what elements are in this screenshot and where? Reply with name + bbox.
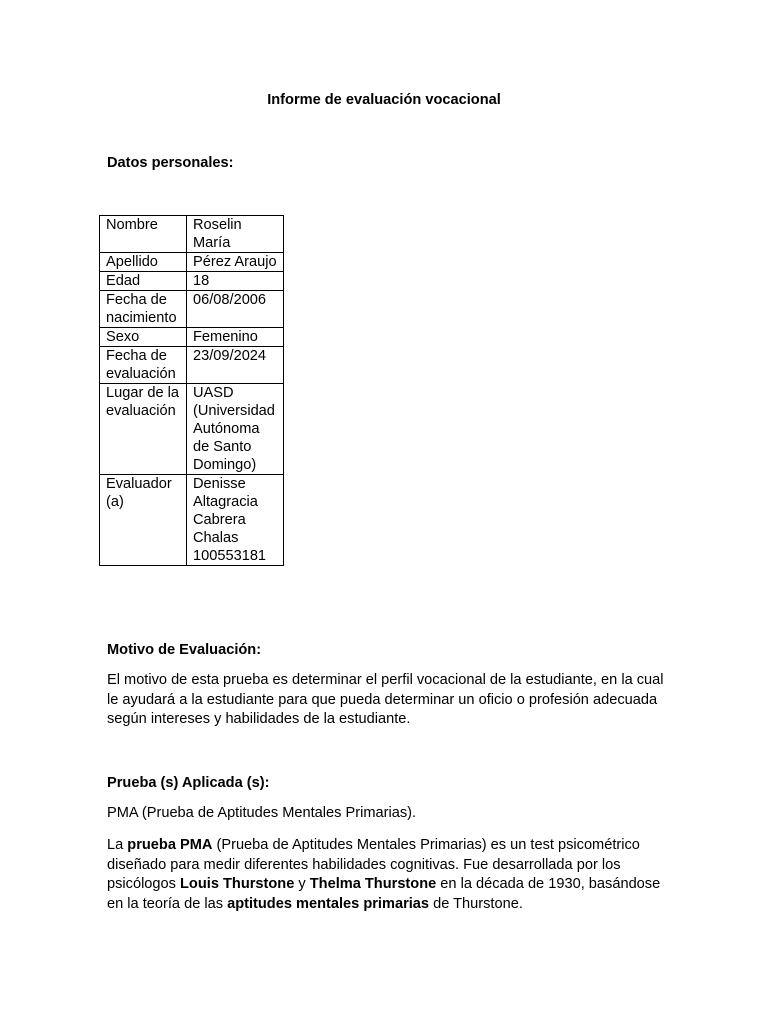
table-value: Femenino (187, 328, 284, 347)
table-row (100, 272, 284, 291)
datos-personales-heading: Datos personales: (107, 155, 234, 171)
table-label: Apellido (100, 253, 187, 272)
table-row (100, 291, 284, 328)
table-row (100, 216, 284, 253)
bold-term: prueba PMA (127, 837, 213, 853)
prueba-description: La prueba PMA (Prueba de Aptitudes Mentales Primarias) es un test psicométrico diseñado para medir diferentes habilidades cognitivas. Fue desarrollada por los psicólogos Louis Thurstone y Thelma Thurstone en la década de 1930, basándose en la teoría de las aptitudes mentales primarias de Thurstone. (107, 837, 661, 912)
bold-term: Louis Thurstone (180, 876, 295, 893)
table-label: Fecha de nacimiento (100, 291, 187, 328)
report-title: Informe de evaluación vocacional (267, 92, 501, 108)
bold-term: aptitudes mentales primarias (227, 895, 430, 912)
table-label: Fecha de evaluación (100, 347, 187, 384)
personal-data-table (99, 215, 284, 566)
bold-term: Thelma Thurstone (309, 876, 437, 893)
table-row (100, 384, 284, 475)
table-label: Sexo (100, 328, 187, 347)
table-value: UASD (Universidad Autónoma de Santo Domingo) (187, 384, 284, 475)
table-row (100, 347, 284, 384)
table-value: Roselin María (187, 216, 284, 253)
motivo-heading: Motivo de Evaluación: (107, 642, 262, 658)
table-row (100, 475, 284, 566)
table-value: 06/08/2006 (187, 291, 284, 328)
table-label: Nombre (100, 216, 187, 253)
table-label: Edad (100, 272, 187, 291)
motivo-paragraph: El motivo de esta prueba es determinar el perfil vocacional de la estudiante, en la cual le ayudará a la estudiante para que pueda determinar un oficio o profesión adecuada según intereses y habilidades de la estudiante. (107, 672, 664, 728)
table-row (100, 253, 284, 272)
table-value: Pérez Araujo (187, 253, 284, 272)
table-label: Evaluador (a) (100, 475, 187, 566)
table-value: Denisse Altagracia Cabrera Chalas 100553181 (187, 475, 284, 566)
table-label: Lugar de la evaluación (100, 384, 187, 475)
table-value: 18 (187, 272, 284, 291)
prueba-heading: Prueba (s) Aplicada (s): (107, 775, 270, 791)
table-row (100, 328, 284, 347)
table-value: 23/09/2024 (187, 347, 284, 384)
prueba-name: PMA (Prueba de Aptitudes Mentales Primarias). (107, 805, 417, 821)
